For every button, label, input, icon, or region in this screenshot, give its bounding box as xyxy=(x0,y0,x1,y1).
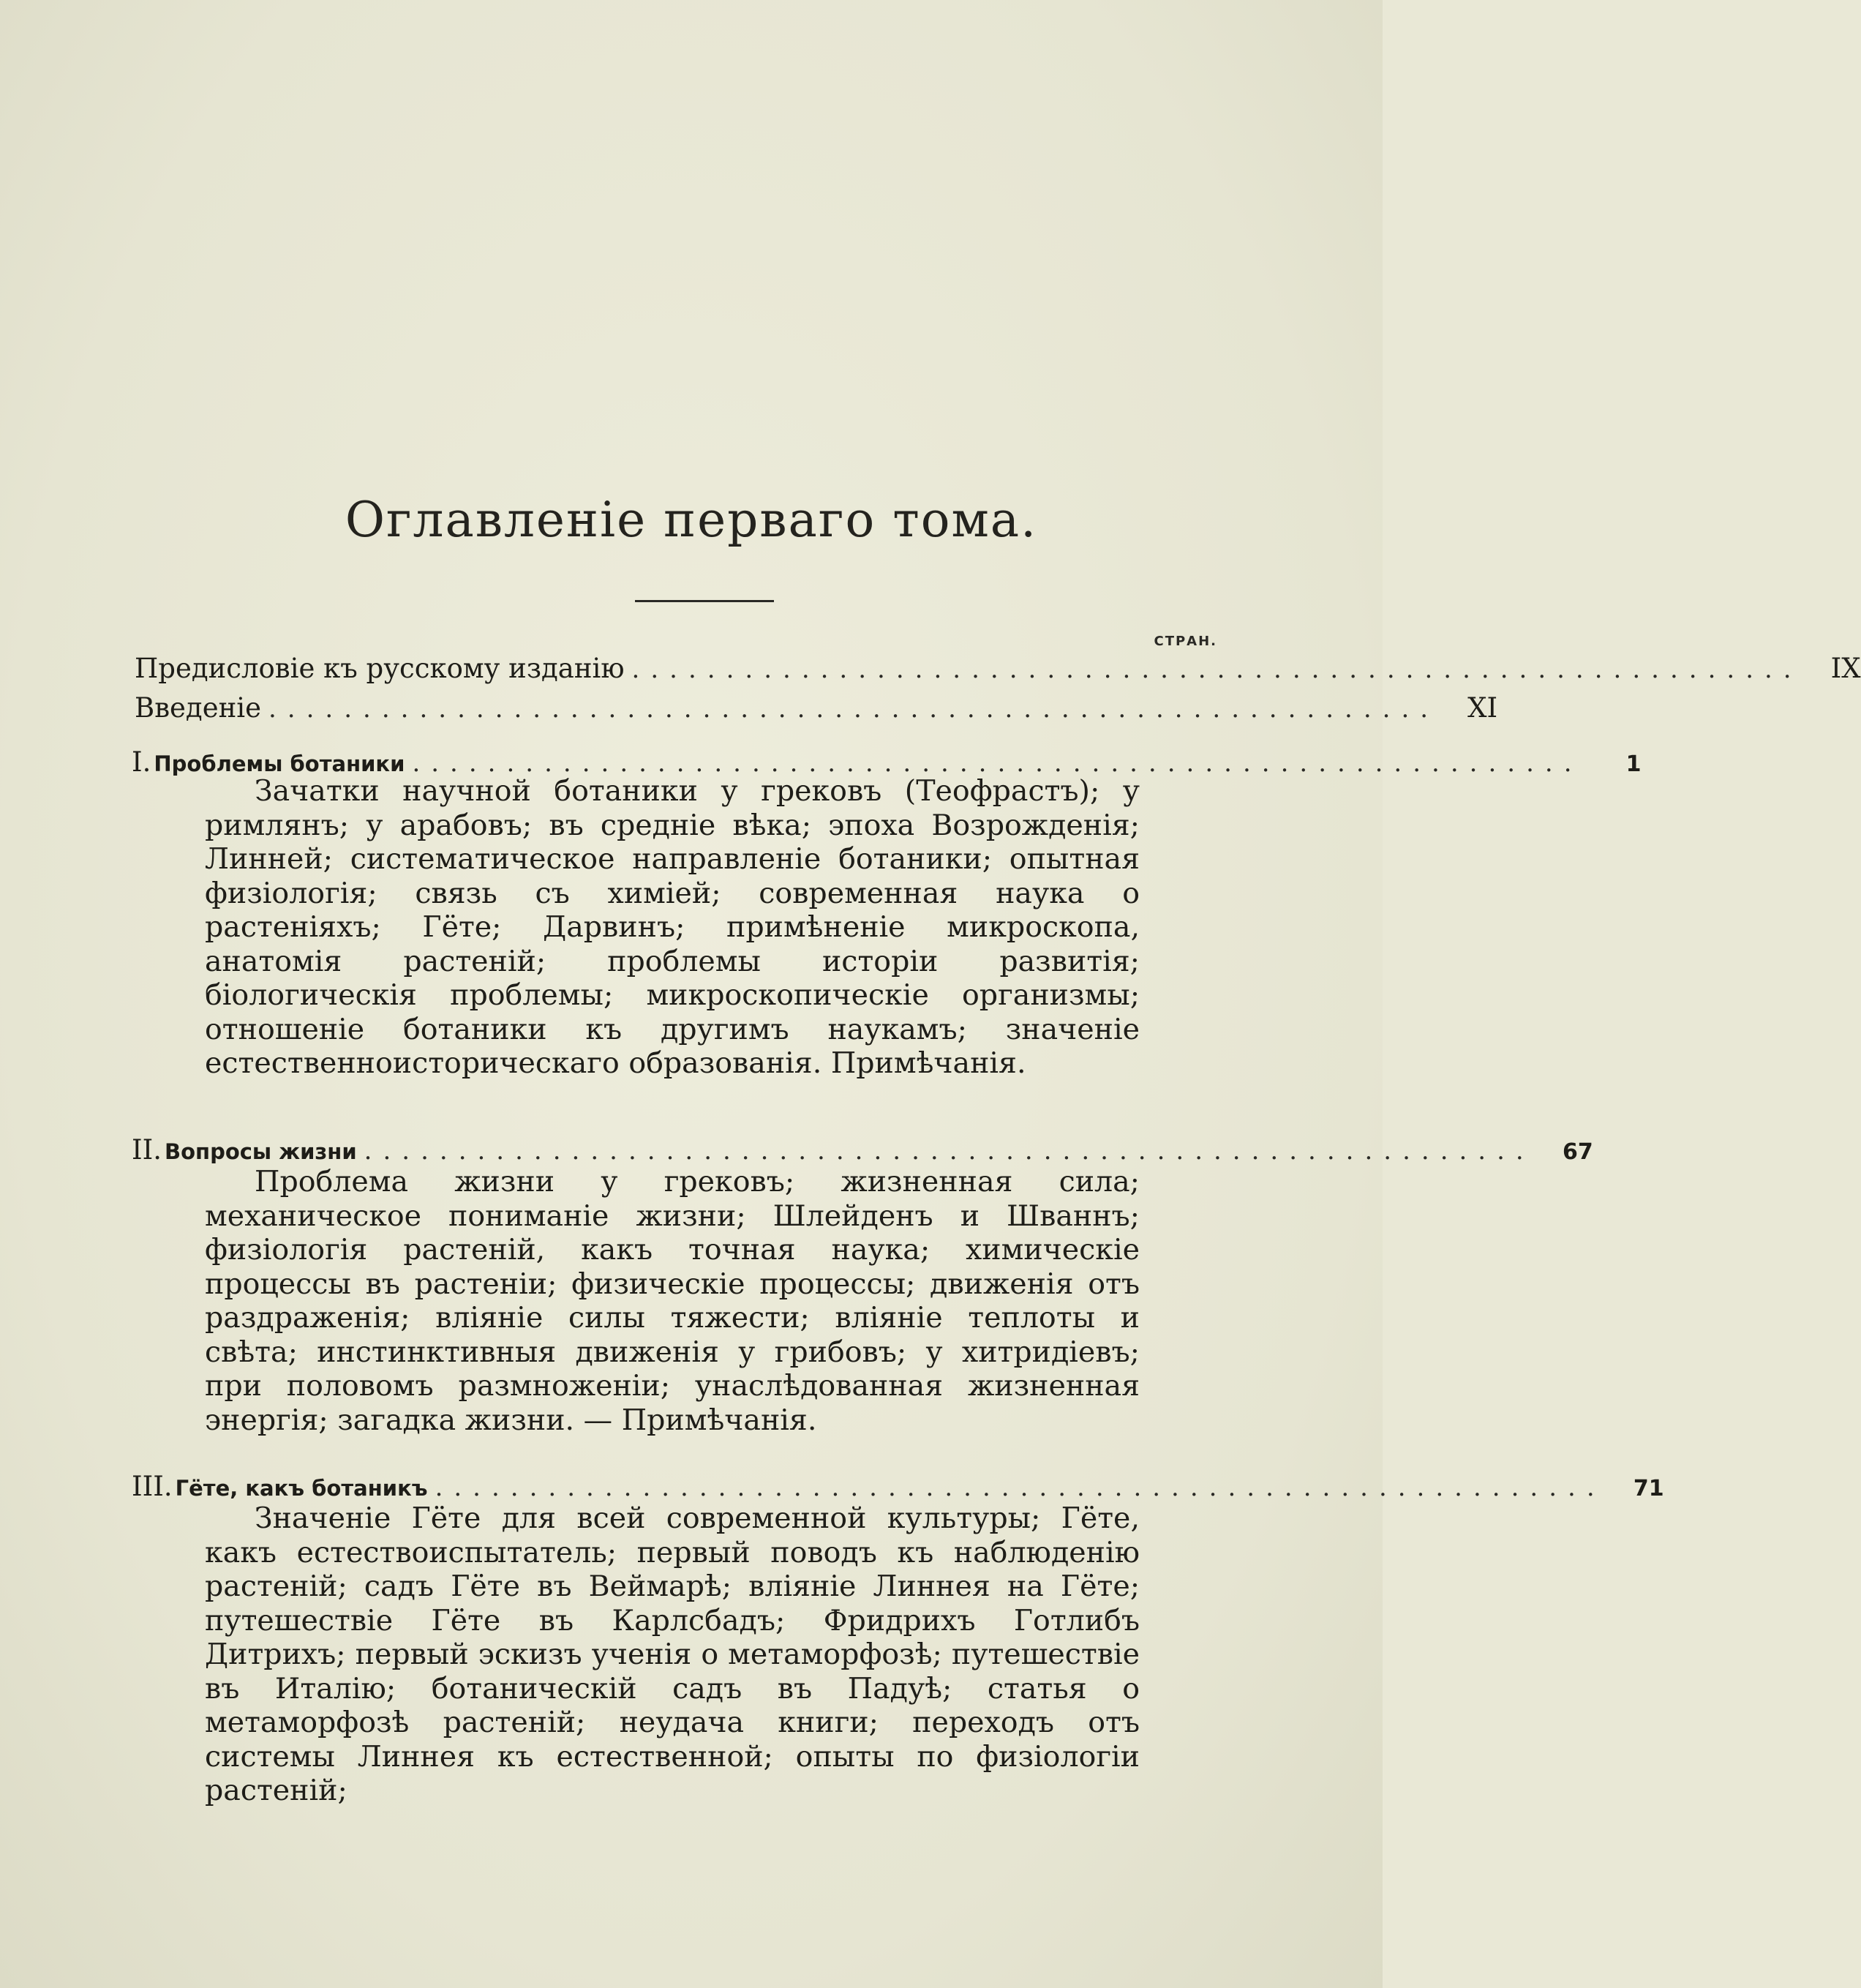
title-rule xyxy=(635,600,774,602)
entry-title: Предисловіе къ русскому изданію xyxy=(135,653,625,684)
dot-leader: .............................................................. xyxy=(364,1136,1535,1166)
chapter-page: 71 xyxy=(1633,1476,1664,1501)
toc-entry-introduction[interactable] xyxy=(132,692,1498,733)
entry-title: Введеніе xyxy=(135,692,261,724)
entry-page: XI xyxy=(1467,692,1498,724)
chapter-page: 1 xyxy=(1625,751,1642,777)
chapter-title: Вопросы жизни xyxy=(165,1139,357,1164)
pages-column-header: СТРАН. xyxy=(1154,634,1217,649)
page-title: Оглавленіе перваго тома. xyxy=(345,492,1038,548)
chapter-summary: Значеніе Гёте для всей современной культуры; Гёте, какъ естествоиспытатель; первый поводъ къ наблюденію растеній; садъ Гёте въ Веймарѣ; вліяніе Линнея на Гёте; путешествіе Гёте въ Карлсбадъ; Фридрихъ Готлибъ Дитрихъ; первый эскизъ ученія о метаморфозѣ; путешествіе въ Италію; ботаническій садъ въ Падуѣ; статья о метаморфозѣ растеній; неудача книги; переходъ отъ системы Линнея къ естественной; опыты по физіологіи растеній; xyxy=(205,1501,1140,1807)
chapter-summary: Проблема жизни у грековъ; жизненная сила; механическое пониманіе жизни; Шлейденъ и Шваннъ; физіологія растеній, какъ точная наука; химическіе процессы въ растеніи; физическіе процессы; движенія отъ раздраженія; вліяніе силы тяжести; вліяніе теплоты и свѣта; инстинктивныя движенія у грибовъ; у хитридіевъ; при половомъ размноженіи; унаслѣдованная жизненная энергія; загадка жизни. — Примѣчанія. xyxy=(205,1165,1140,1437)
dot-leader: .............................................................. xyxy=(268,694,1440,724)
toc-entry-preface[interactable] xyxy=(132,653,1861,694)
chapter-page: 67 xyxy=(1562,1139,1593,1165)
chapter-number: II. xyxy=(132,1134,162,1166)
dot-leader: .............................................................. xyxy=(435,1473,1606,1502)
entry-page: IX xyxy=(1830,653,1861,684)
chapter-title: Гёте, какъ ботаникъ xyxy=(175,1476,428,1501)
chapter-number: III. xyxy=(132,1471,173,1502)
dot-leader: .............................................................. xyxy=(412,749,1583,778)
chapter-summary: Зачатки научной ботаники у грековъ (Теофрастъ); у римлянъ; у арабовъ; въ средніе вѣка; эпоха Возрожденія; Линней; систематическое направленіе ботаники; опытная физіологія; связь съ химіей; современная наука о растеніяхъ; Гёте; Дарвинъ; примѣненіе микроскопа, анатомія растеній; проблемы исторіи развитія; біологическія проблемы; микроскопическіе организмы; отношеніе ботаники къ другимъ наукамъ; значеніе естественноисторическаго образованія. Примѣчанія. xyxy=(205,774,1140,1080)
dot-leader: .............................................................. xyxy=(631,655,1802,684)
chapter-title: Проблемы ботаники xyxy=(154,751,405,776)
chapter-number: I. xyxy=(132,746,151,778)
